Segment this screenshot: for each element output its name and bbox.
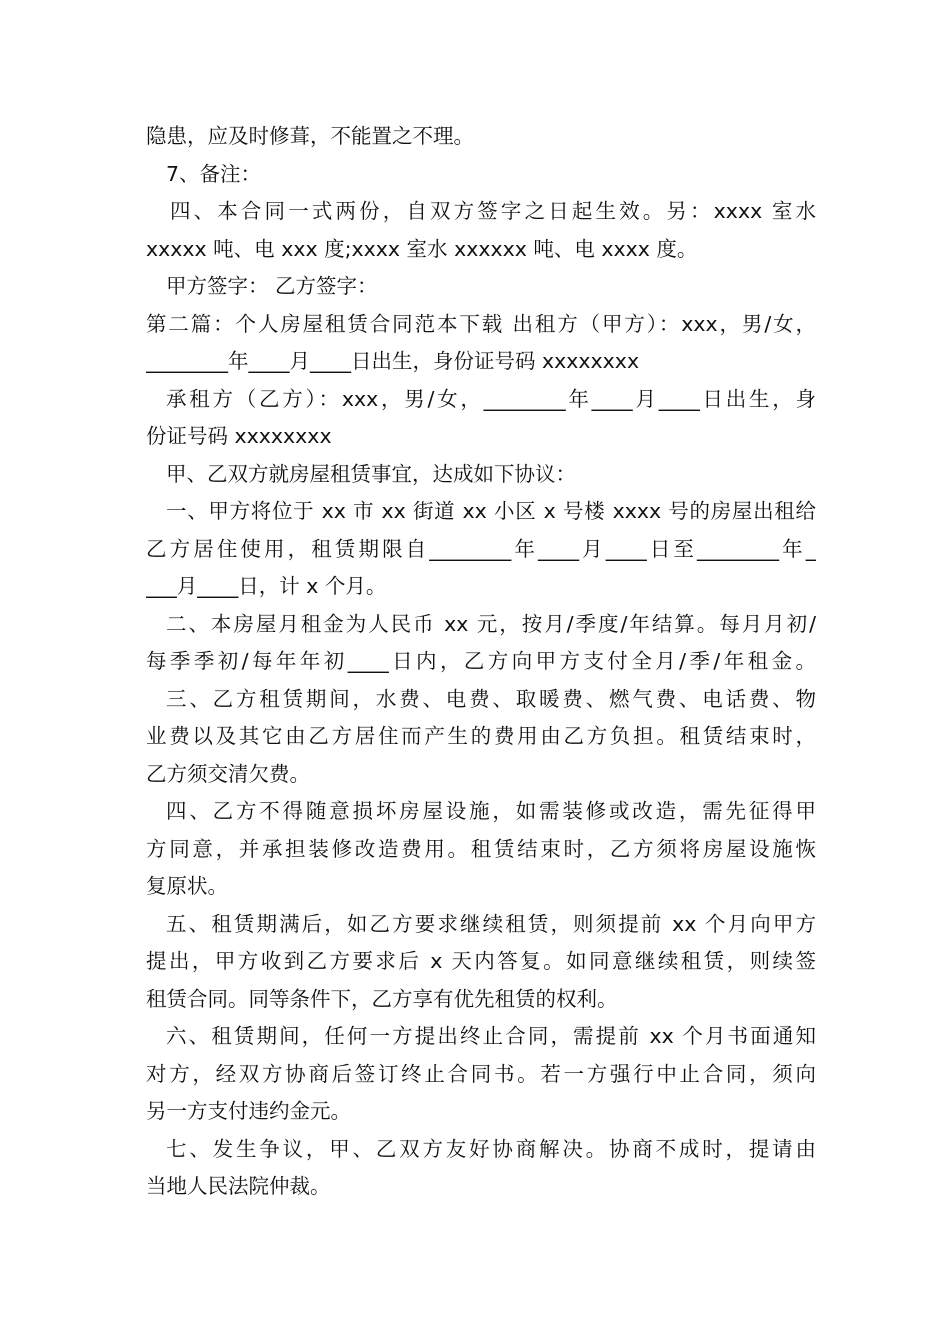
text-line: 七、发生争议，甲、乙双方友好协商解决。协商不成时，提请由 [166,1136,816,1161]
text-line: 乙方居住使用，租赁期限自________年____月____日至________年_ [146,536,816,561]
text-line: 三、乙方租赁期间，水费、电费、取暖费、燃气费、电话费、物 [166,686,816,711]
document-body [146,118,816,1206]
text-line: 乙方须交清欠费。 [146,761,310,786]
text-line: 份证号码 xxxxxxxx [146,424,332,448]
text-line: 五、租赁期满后，如乙方要求继续租赁，则须提前 xx 个月向甲方 [166,911,816,936]
text-line: 甲方签字： 乙方签字： [166,274,378,298]
text-line: 甲、乙双方就房屋租赁事宜，达成如下协议： [166,461,576,486]
text-line: 7、备注： [166,161,262,186]
text-line: 第二篇：个人房屋租赁合同范本下载 出租方（甲方）：xxx，男/女， [146,311,816,336]
text-line: 隐患，应及时修葺，不能置之不理。 [146,124,474,148]
text-line: 业费以及其它由乙方居住而产生的费用由乙方负担。租赁结束时， [146,724,816,748]
text-line: 当地人民法院仲裁。 [146,1174,331,1198]
text-line: 对方，经双方协商后签订终止合同书。若一方强行中止合同，须向 [146,1061,816,1086]
text-line: 承租方（乙方）：xxx，男/女，________年____月____日出生，身 [166,386,816,411]
text-line: 二、本房屋月租金为人民币 xx 元，按月/季度/年结算。每月月初/ [166,611,816,636]
text-line: 方同意，并承担装修改造费用。租赁结束时，乙方须将房屋设施恢 [146,836,816,861]
text-line: 一、甲方将位于 xx 市 xx 街道 xx 小区 x 号楼 xxxx 号的房屋出租给 [166,499,816,523]
text-line: xxxxx 吨、电 xxx 度;xxxx 室水 xxxxxx 吨、电 xxxx 度。 [146,236,698,261]
text-line: 四、乙方不得随意损坏房屋设施，如需装修或改造，需先征得甲 [166,799,816,823]
text-line: 另一方支付违约金元。 [146,1099,351,1123]
text-line: 每季季初/每年年初____日内，乙方向甲方支付全月/季/年租金。 [146,649,816,673]
text-line: ________年____月____日出生，身份证号码 xxxxxxxx [146,349,640,373]
text-line: 提出，甲方收到乙方要求后 x 天内答复。如同意继续租赁，则续签 [146,949,816,973]
text-line: ___月____日，计 x 个月。 [146,574,387,598]
text-line: 复原状。 [146,874,228,898]
text-line: 六、租赁期间，任何一方提出终止合同，需提前 xx 个月书面通知 [166,1024,816,1048]
text-line: 四、本合同一式两份，自双方签字之日起生效。另：xxxx 室水 [170,199,816,223]
text-line: 租赁合同。同等条件下，乙方享有优先租赁的权利。 [146,986,618,1011]
